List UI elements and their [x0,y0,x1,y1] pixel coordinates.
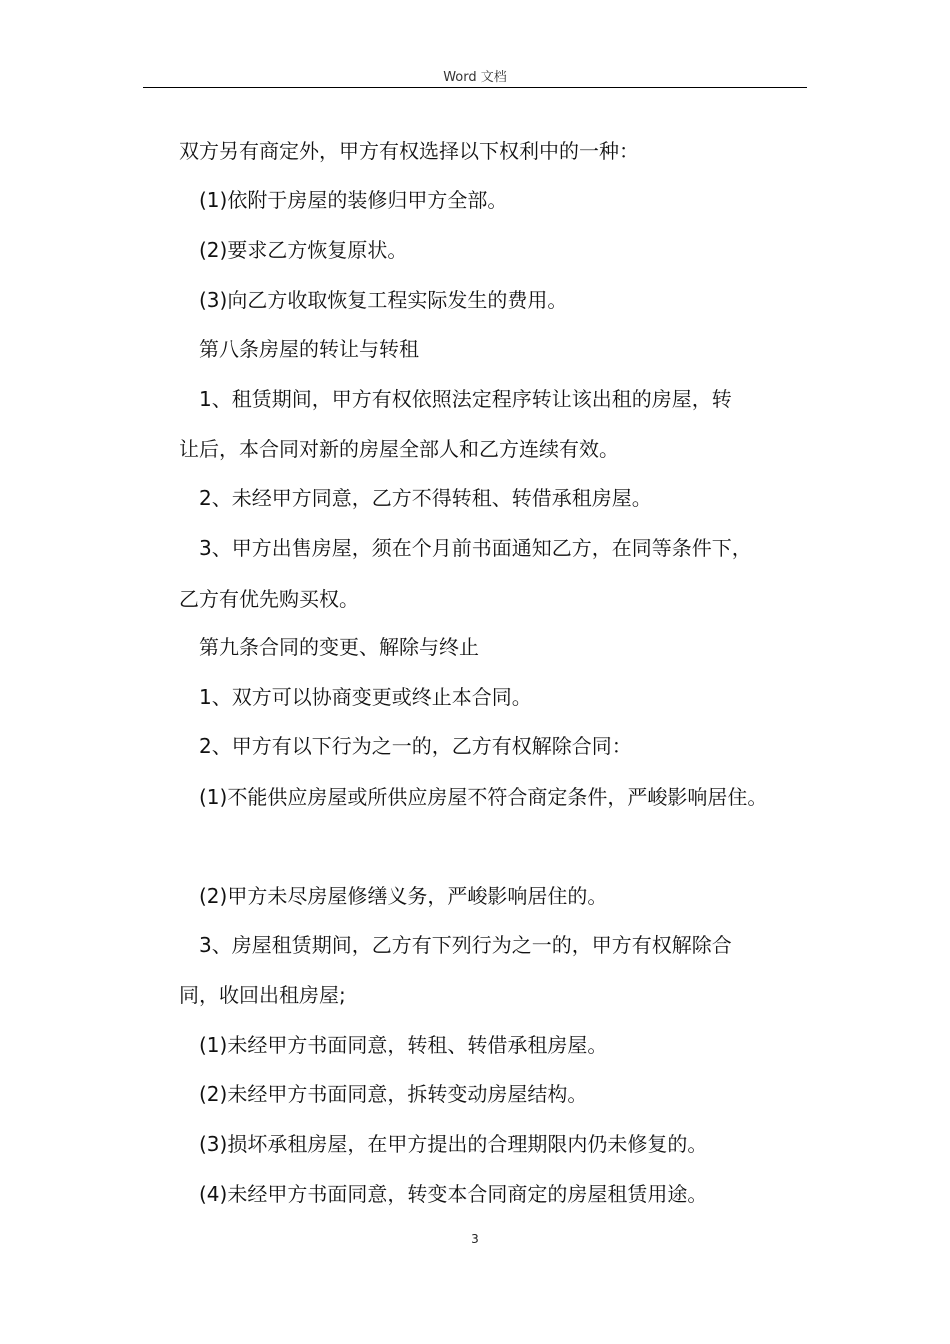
paragraph-line: (1)未经甲方书面同意，转租、转借承租房屋。 [199,1033,608,1057]
paragraph-line: (2)未经甲方书面同意，拆转变动房屋结构。 [199,1082,588,1106]
paragraph-line: 3、房屋租赁期间，乙方有下列行为之一的，甲方有权解除合 [199,933,732,957]
paragraph-line: (1)依附于房屋的装修归甲方全部。 [199,188,508,212]
paragraph-line: 让后，本合同对新的房屋全部人和乙方连续有效。 [179,437,619,461]
paragraph-line: (2)要求乙方恢复原状。 [199,238,408,262]
paragraph-line: (3)损坏承租房屋，在甲方提出的合理期限内仍未修复的。 [199,1132,708,1156]
paragraph-line: 1、双方可以协商变更或终止本合同。 [199,685,532,709]
paragraph-line: (3)向乙方收取恢复工程实际发生的费用。 [199,288,568,312]
paragraph-line: 2、未经甲方同意，乙方不得转租、转借承租房屋。 [199,486,652,510]
paragraph-line: 3、甲方出售房屋，须在个月前书面通知乙方，在同等条件下， [199,536,752,560]
paragraph-line: 同，收回出租房屋; [179,983,346,1007]
paragraph-line: (4)未经甲方书面同意，转变本合同商定的房屋租赁用途。 [199,1182,708,1206]
page-header: Word 文档 [443,70,507,85]
paragraph-line: 1、租赁期间，甲方有权依照法定程序转让该出租的房屋，转 [199,387,732,411]
section-heading: 第九条合同的变更、解除与终止 [199,635,479,659]
page-number: 3 [471,1232,479,1246]
paragraph-line: 2、甲方有以下行为之一的，乙方有权解除合同： [199,734,632,758]
paragraph-line: (2)甲方未尽房屋修缮义务，严峻影响居住的。 [199,884,608,908]
paragraph-line: (1)不能供应房屋或所供应房屋不符合商定条件，严峻影响居住。 [199,785,768,809]
paragraph-line: 乙方有优先购买权。 [179,587,359,611]
section-heading: 第八条房屋的转让与转租 [199,337,419,361]
paragraph-line: 双方另有商定外，甲方有权选择以下权利中的一种： [179,139,639,163]
